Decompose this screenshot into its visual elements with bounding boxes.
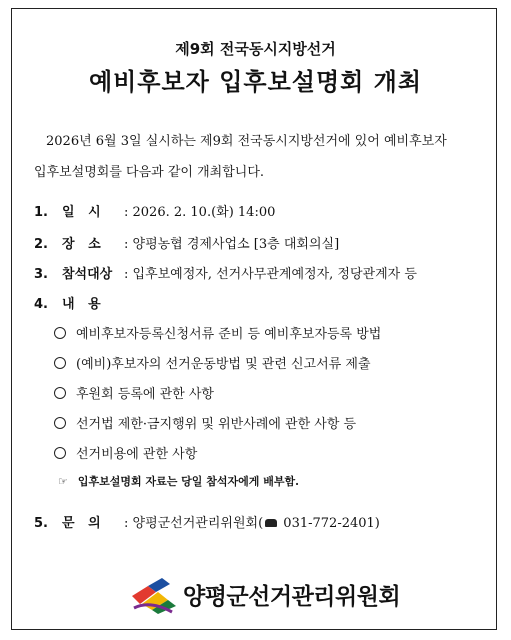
phone-icon bbox=[265, 519, 277, 527]
item-number: 2. bbox=[34, 237, 48, 252]
item-number: 5. bbox=[34, 516, 48, 531]
content-text: (예비)후보자의 선거운동방법 및 관련 신고서류 제출 bbox=[76, 357, 371, 372]
content-bullet bbox=[54, 413, 356, 432]
item-label: 일 시 bbox=[62, 205, 101, 220]
circle-bullet-icon bbox=[54, 327, 66, 339]
content-bullet bbox=[54, 443, 197, 462]
hand-pointing-icon: ☞ bbox=[58, 475, 68, 488]
content-bullet bbox=[54, 353, 371, 372]
notice-subtitle: 제9회 전국동시지방선거 bbox=[175, 40, 336, 58]
notice-frame bbox=[11, 8, 497, 630]
circle-bullet-icon bbox=[54, 447, 66, 459]
item-value: : 양평농협 경제사업소 [3층 대회의실] bbox=[124, 237, 340, 252]
circle-bullet-icon bbox=[54, 387, 66, 399]
item-label: 장 소 bbox=[62, 237, 101, 252]
inquiry-value-prefix: : 양평군선거관리위원회( bbox=[124, 516, 264, 531]
content-text: 후원회 등록에 관한 사항 bbox=[76, 387, 214, 402]
circle-bullet-icon bbox=[54, 417, 66, 429]
content-text: 선거법 제한·금지행위 및 위반사례에 관한 사항 등 bbox=[76, 417, 357, 432]
note-text: 입후보설명회 자료는 당일 참석자에게 배부함. bbox=[77, 475, 299, 488]
circle-bullet-icon bbox=[54, 357, 66, 369]
item-number: 1. bbox=[34, 205, 48, 220]
content-text: 선거비용에 관한 사항 bbox=[76, 447, 198, 462]
item-label: 내 용 bbox=[62, 297, 101, 312]
item-value: : 2026. 2. 10.(화) 14:00 bbox=[124, 205, 276, 220]
intro-line-1: 2026년 6월 3일 실시하는 제9회 전국동시지방선거에 있어 예비후보자 bbox=[46, 134, 447, 149]
item-inquiry bbox=[34, 512, 380, 531]
intro-paragraph bbox=[34, 126, 474, 188]
intro-line-2: 입후보설명회를 다음과 같이 개최합니다. bbox=[34, 165, 265, 180]
notice-title: 예비후보자 입후보설명회 개최 bbox=[88, 68, 423, 96]
election-commission-logo-icon bbox=[128, 574, 180, 616]
item-label: 문 의 bbox=[62, 516, 101, 531]
item-value: : 입후보예정자, 선거사무관계예정자, 정당관계자 등 bbox=[124, 267, 417, 282]
item-contents bbox=[34, 293, 124, 312]
item-number: 3. bbox=[34, 267, 48, 282]
item-place bbox=[34, 233, 339, 252]
item-label: 참석대상 bbox=[62, 267, 113, 282]
distribution-note bbox=[58, 473, 299, 489]
item-number: 4. bbox=[34, 297, 48, 312]
content-bullet bbox=[54, 383, 214, 402]
item-date bbox=[34, 201, 275, 220]
item-attendees bbox=[34, 263, 417, 282]
organization-name: 양평군선거관리위원회 bbox=[183, 584, 401, 610]
content-bullet bbox=[54, 323, 381, 342]
inquiry-phone-number: 031-772-2401) bbox=[279, 516, 380, 531]
content-text: 예비후보자등록신청서류 준비 등 예비후보자등록 방법 bbox=[76, 327, 382, 342]
